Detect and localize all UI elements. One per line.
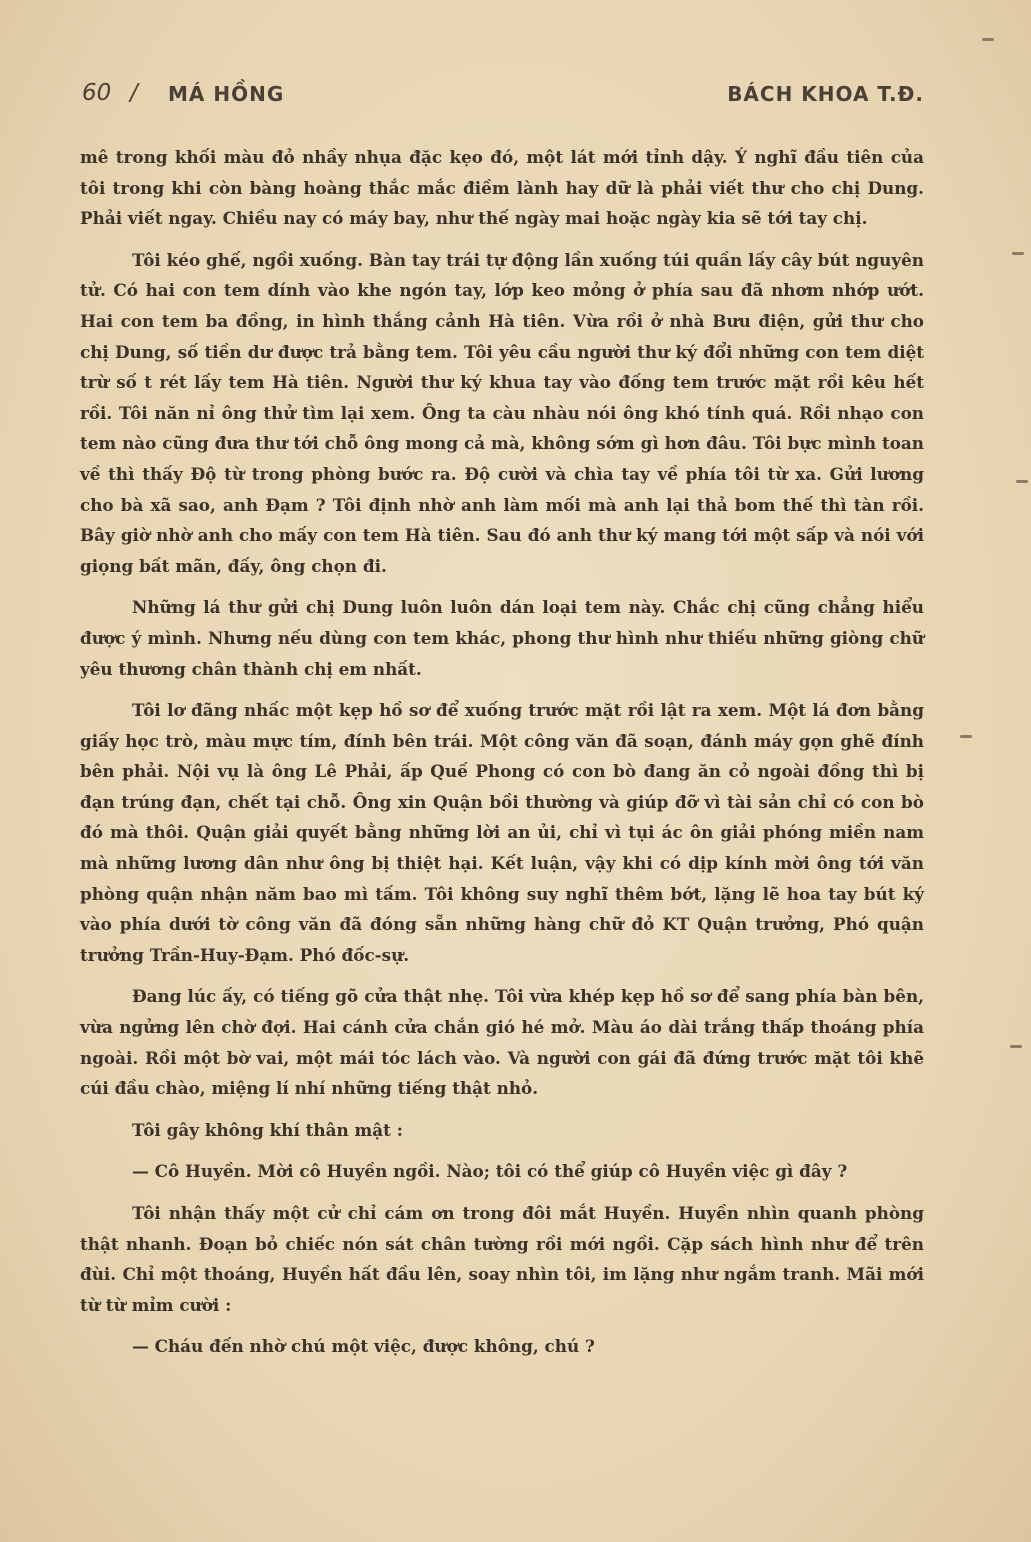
paragraph-4: Tôi lơ đãng nhấc một kẹp hồ sơ để xuống trước mặt rồi lật ra xem. Một lá đơn bằng giấy học trò, màu mực tím, đính bên trái. Một công văn đã soạn, đánh máy gọn ghẽ đính bên phải. Nội vụ là ông Lê Phải, ấp Quế Phong có con bò đang ăn cỏ ngoài đồng thì bị đạn trúng đạn, chết tại chỗ. Ông xin Quận bồi thường và giúp đỡ vì tài sản chỉ có con bò đó mà thôi. Quận giải quyết bằng những lời an ủi, chỉ vì tụi ác ôn giải phóng miền nam mà những lương dân như ông bị thiệt hại. Kết luận, vậy khi có dịp kính mời ông tới văn phòng quận nhận năm bao mì tấm. Tôi không suy nghĩ thêm bớt, lặng lẽ hoa tay bút ký vào phía dưới tờ công văn đã đóng sẵn những hàng chữ đỏ KT Quận trưởng, Phó quận trưởng Trần-Huy-Đạm. Phó đốc-sự. (80, 700, 924, 965)
paragraph-5: Đang lúc ấy, có tiếng gõ cửa thật nhẹ. Tôi vừa khép kẹp hồ sơ để sang phía bàn bên, vừa ngửng lên chờ đợi. Hai cánh cửa chắn gió hé mở. Màu áo dài trắng thấp thoáng phía ngoài. Rồi một bờ vai, một mái tóc lách vào. Và người con gái đã đứng trước mặt tôi khẽ cúi đầu chào, miệng lí nhí những tiếng thật nhỏ. (80, 986, 924, 1099)
magazine-name: BÁCH KHOA T.Đ. (727, 82, 924, 106)
header-separator: / (130, 80, 138, 106)
paragraph-9: — Cháu đến nhờ chú một việc, được không, chú ? (132, 1336, 595, 1357)
margin-mark (960, 735, 972, 738)
page-header (82, 80, 924, 110)
article-body (80, 142, 924, 1373)
margin-mark (1010, 1045, 1022, 1048)
margin-mark (982, 38, 994, 41)
story-title: MÁ HỒNG (168, 82, 285, 106)
margin-mark (1012, 252, 1024, 255)
paragraph-1: mê trong khối màu đỏ nhầy nhụa đặc kẹo đó, một lát mới tỉnh dậy. Ý nghĩ đầu tiên của tôi trong khi còn bàng hoàng thắc mắc điềm lành hay dữ là phải viết thư cho chị Dung. Phải viết ngay. Chiều nay có máy bay, như thế ngày mai hoặc ngày kia sẽ tới tay chị. (80, 147, 924, 229)
page-number: 60 (82, 80, 112, 106)
paragraph-7: — Cô Huyền. Mời cô Huyền ngồi. Nào; tôi có thể giúp cô Huyền việc gì đây ? (132, 1161, 848, 1182)
paragraph-8: Tôi nhận thấy một cử chỉ cám ơn trong đôi mắt Huyền. Huyền nhìn quanh phòng thật nhanh. Đoạn bỏ chiếc nón sát chân tường rồi mới ngồi. Cặp sách hình như để trên đùi. Chỉ một thoáng, Huyền hất đầu lên, soay nhìn tôi, im lặng như ngắm tranh. Mãi mới từ từ mỉm cười : (80, 1203, 924, 1315)
margin-mark (1016, 480, 1028, 483)
paragraph-2: Tôi kéo ghế, ngồi xuống. Bàn tay trái tự động lần xuống túi quần lấy cây bút nguyên tử. Có hai con tem dính vào khe ngón tay, lớp keo mỏng ở phía sau đã nhơm nhớp ướt. Hai con tem ba đồng, in hình thắng cảnh Hà tiên. Vừa rồi ở nhà Bưu điện, gửi thư cho chị Dung, số tiền dư được trả bằng tem. Tôi yêu cầu người thư ký đổi những con tem diệt trừ số t rét lấy tem Hà tiên. Người thư ký khua tay vào đống tem trước mặt rồi kêu hết rồi. Tôi năn nỉ ông thử tìm lại xem. Ông ta càu nhàu nói ông khó tính quá. Rồi nhạo con tem nào cũng đưa thư tới chỗ ông mong cả mà, không sớm gì hơn đâu. Tôi bực mình toan về thì thấy Độ từ trong phòng bước ra. Độ cười và chìa tay về phía tôi từ xa. Gửi lương cho bà xã sao, anh Đạm ? Tôi định nhờ anh làm mối mà anh lại thả bom thế thì tàn rồi. Bây giờ nhờ anh cho mấy con tem Hà tiên. Sau đó anh thư ký mang tới một sấp và nói với giọng bất mãn, đấy, ông chọn đi. (80, 249, 924, 576)
paragraph-6: Tôi gây không khí thân mật : (132, 1119, 403, 1140)
paragraph-3: Những lá thư gửi chị Dung luôn luôn dán loại tem này. Chắc chị cũng chẳng hiểu được ý mình. Nhưng nếu dùng con tem khác, phong thư hình như thiếu những giòng chữ yêu thương chân thành chị em nhất. (80, 597, 924, 679)
